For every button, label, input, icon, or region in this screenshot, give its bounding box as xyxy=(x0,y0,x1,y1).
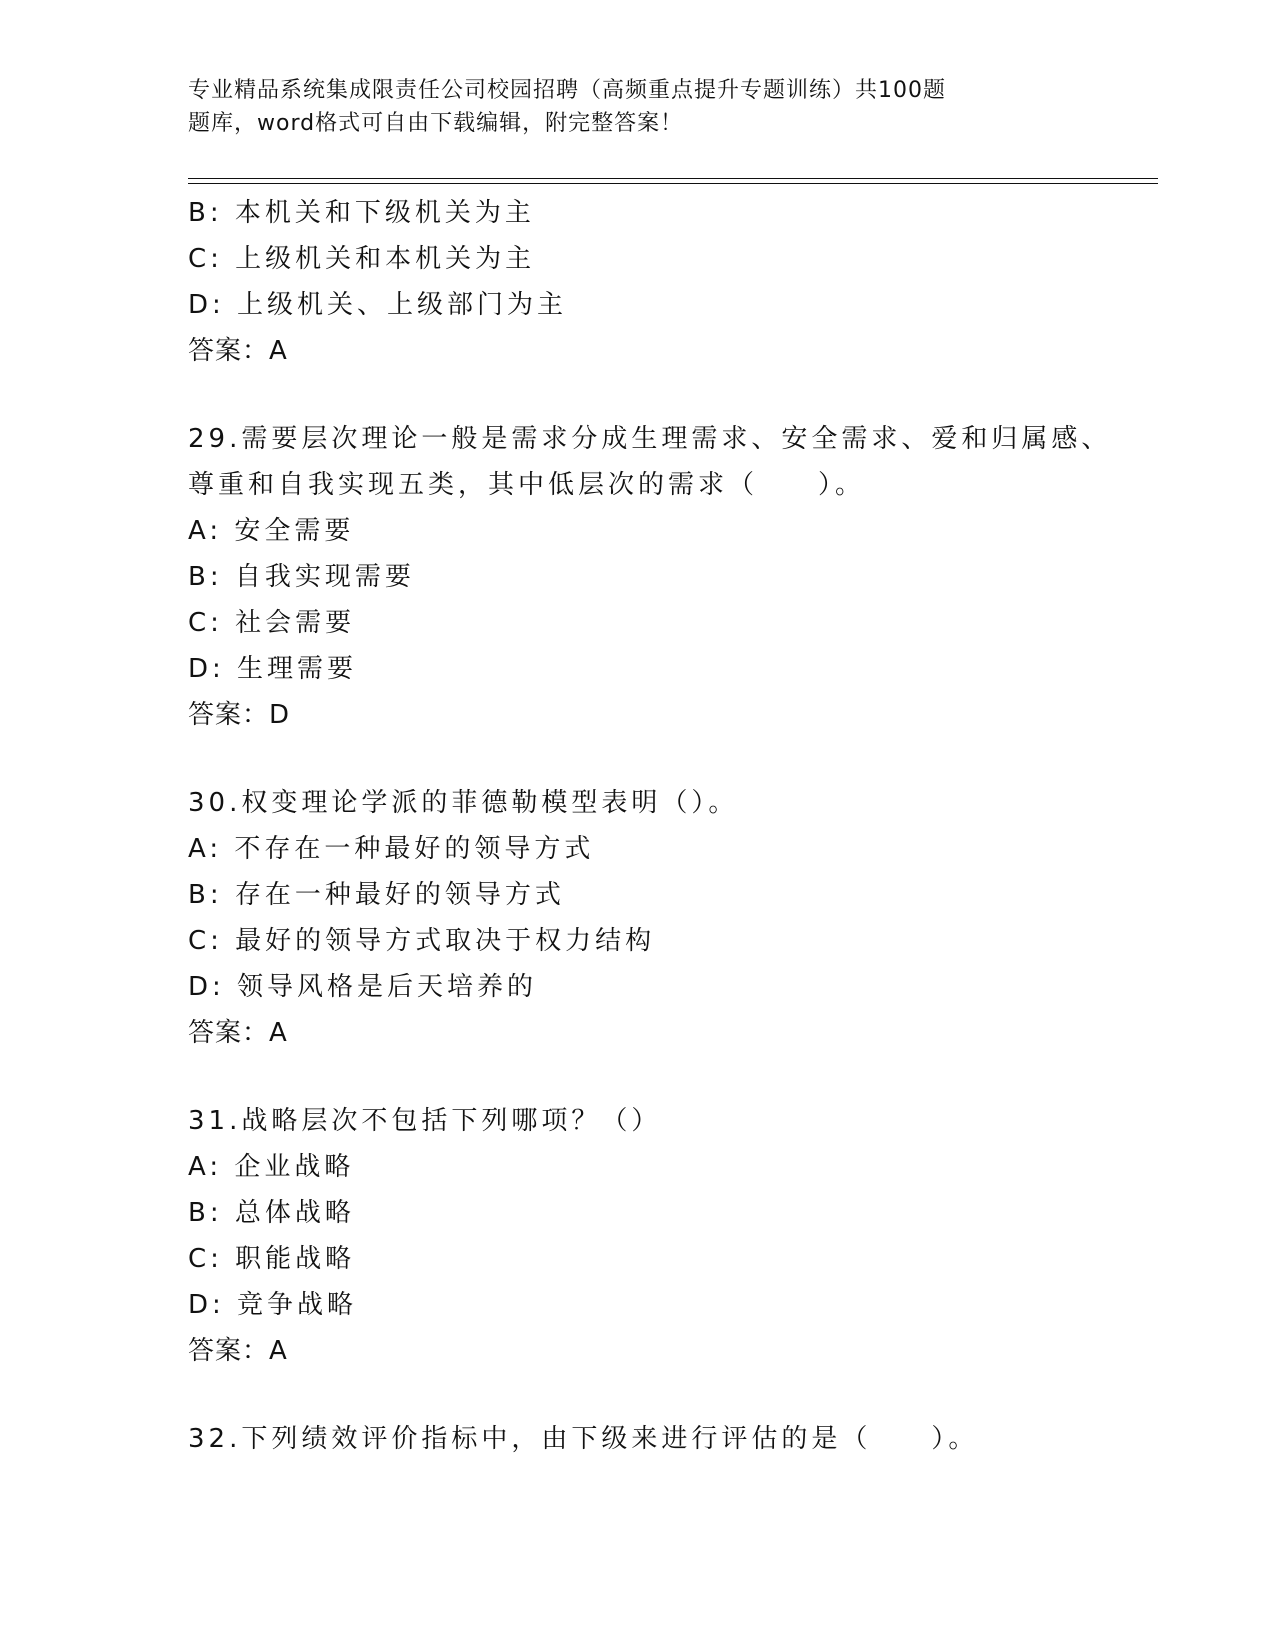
answer-line: 答案：A xyxy=(188,336,288,366)
option-b: B: 本机关和下级机关为主 xyxy=(188,198,535,228)
option-c: C: 社会需要 xyxy=(188,608,356,638)
question-28-continued xyxy=(188,190,1148,374)
question-32 xyxy=(188,1416,1148,1462)
question-stem-line-1: 32.下列绩效评价指标中，由下级来进行评估的是（ ）。 xyxy=(188,1424,979,1454)
option-b: B: 总体战略 xyxy=(188,1198,355,1228)
option-b: B: 存在一种最好的领导方式 xyxy=(188,880,565,910)
answer-line: 答案：A xyxy=(188,1336,288,1366)
question-stem-line-1: 31.战略层次不包括下列哪项？（） xyxy=(188,1106,662,1136)
option-c: C: 上级机关和本机关为主 xyxy=(188,244,536,274)
header-title-line-2: 题库，word格式可自由下载编辑，附完整答案！ xyxy=(188,111,684,136)
document-body xyxy=(188,190,1148,1462)
option-a: A: 不存在一种最好的领导方式 xyxy=(188,834,595,864)
question-stem-line-2: 尊重和自我实现五类，其中低层次的需求（ ）。 xyxy=(188,470,866,500)
question-29 xyxy=(188,416,1148,738)
option-c: C: 职能战略 xyxy=(188,1244,356,1274)
header-rule-bottom xyxy=(188,183,1158,184)
question-30 xyxy=(188,780,1148,1056)
option-d: D: 生理需要 xyxy=(188,654,358,684)
question-stem-line-1: 30.权变理论学派的菲德勒模型表明（）。 xyxy=(188,788,739,818)
option-d: D: 竞争战略 xyxy=(188,1290,358,1320)
header-title-line-1: 专业精品系统集成限责任公司校园招聘（高频重点提升专题训练）共100题 xyxy=(188,78,946,103)
option-a: A: 企业战略 xyxy=(188,1152,355,1182)
answer-line: 答案：A xyxy=(188,1018,288,1048)
option-b: B: 自我实现需要 xyxy=(188,562,415,592)
question-31 xyxy=(188,1098,1148,1374)
document-header xyxy=(188,74,1088,140)
answer-line: 答案：D xyxy=(188,700,291,730)
question-stem-line-1: 29.需要层次理论一般是需求分成生理需求、安全需求、爱和归属感、 xyxy=(188,424,1112,454)
option-c: C: 最好的领导方式取决于权力结构 xyxy=(188,926,656,956)
header-rule-top xyxy=(188,178,1158,179)
option-d: D: 上级机关、上级部门为主 xyxy=(188,290,568,320)
option-a: A: 安全需要 xyxy=(188,516,355,546)
option-d: D: 领导风格是后天培养的 xyxy=(188,972,538,1002)
